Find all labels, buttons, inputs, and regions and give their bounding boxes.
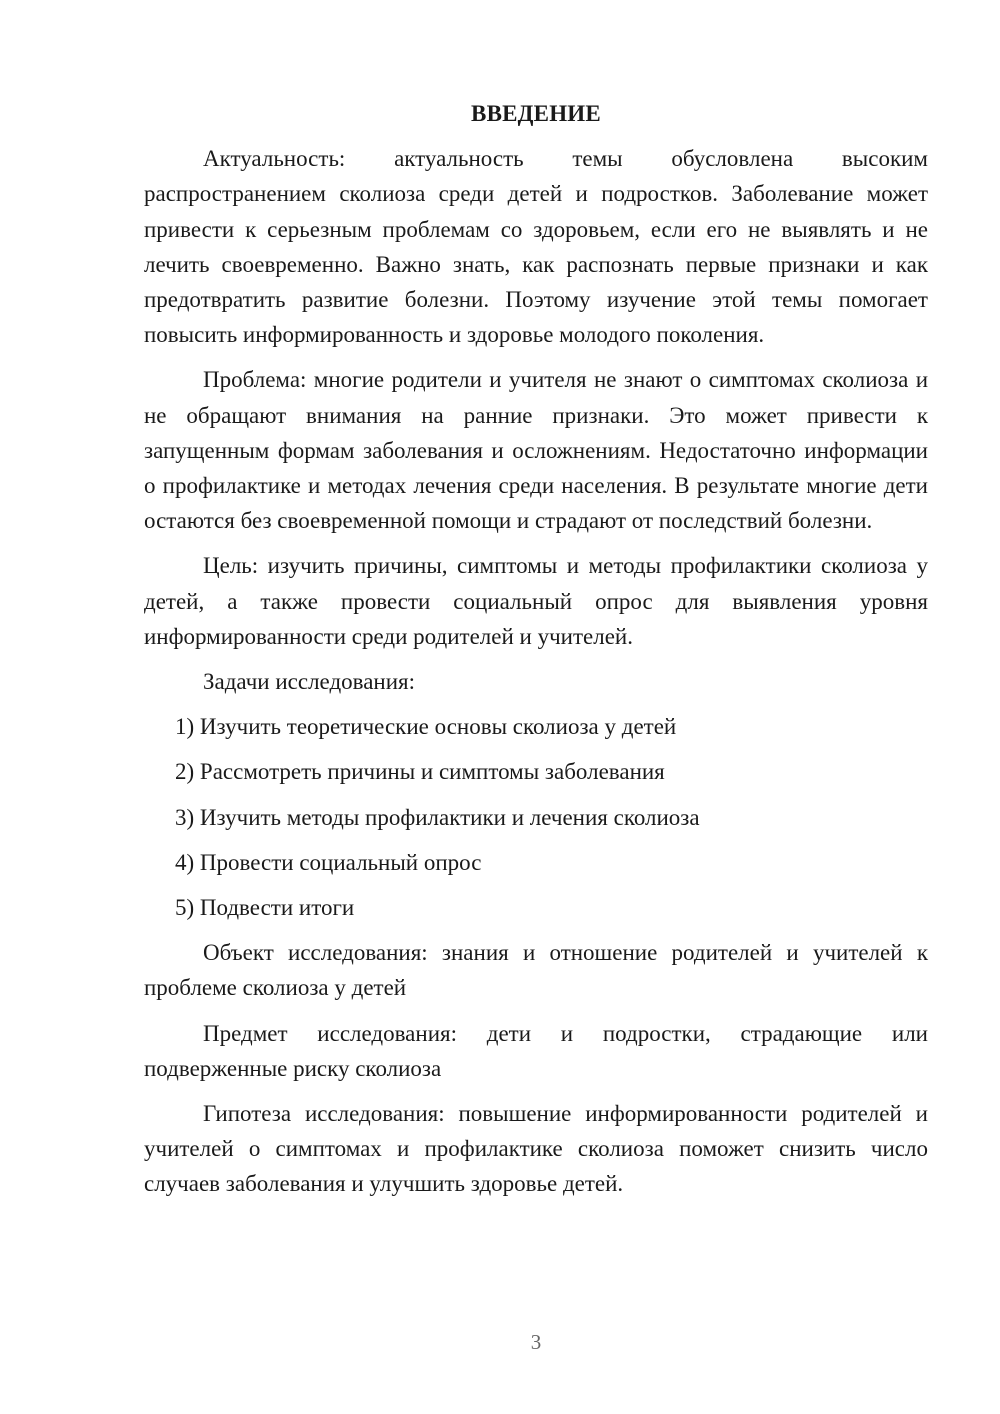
paragraph-hypothesis: Гипотеза исследования: повышение информированности родителей и учителей о симптомах и профилактике сколиоза поможет снизить число случаев заболевания и улучшить здоровье детей. — [144, 1101, 928, 1197]
paragraph-problem: Проблема: многие родители и учителя не знают о симптомах сколиоза и не обращают внимания на ранние признаки. Это может привести к запущенным формам заболевания и осложнениям. Недостаточно информации о профилактике и методах лечения среди населения. В результате многие дети остаются без своевременной помощи и страдают от последствий болезни. — [144, 367, 928, 534]
task-item: 4) Провести социальный опрос — [175, 849, 482, 875]
section-heading: ВВЕДЕНИЕ — [471, 101, 601, 126]
page-number: 3 — [530, 1330, 542, 1354]
task-item: 2) Рассмотреть причины и симптомы заболевания — [175, 759, 665, 785]
document-body — [144, 96, 928, 1212]
task-item: 1) Изучить теоретические основы сколиоза у детей — [175, 714, 677, 740]
paragraph-goal: Цель: изучить причины, симптомы и методы профилактики сколиоза у детей, а также провести социальный опрос для выявления уровня информированности среди родителей и учителей. — [144, 553, 928, 649]
task-item: 3) Изучить методы профилактики и лечения сколиоза — [175, 804, 700, 830]
task-list — [144, 709, 928, 925]
paragraph-object: Объект исследования: знания и отношение родителей и учителей к проблеме сколиоза у детей — [144, 940, 928, 1001]
paragraph-relevance: Актуальность: актуальность темы обусловлена высоким распространением сколиоза среди детей и подростков. Заболевание может привести к серьезным проблемам со здоровьем, если его не выявлять и не лечить своевременно. Важно знать, как распознать первые признаки и как предотвратить развитие болезни. Поэтому изучение этой темы помогает повысить информированность и здоровье молодого поколения. — [144, 146, 928, 348]
tasks-title: Задачи исследования: — [203, 669, 416, 695]
paragraph-subject: Предмет исследования: дети и подростки, страдающие или подверженные риску сколиоза — [144, 1020, 928, 1081]
task-item: 5) Подвести итоги — [175, 895, 355, 921]
